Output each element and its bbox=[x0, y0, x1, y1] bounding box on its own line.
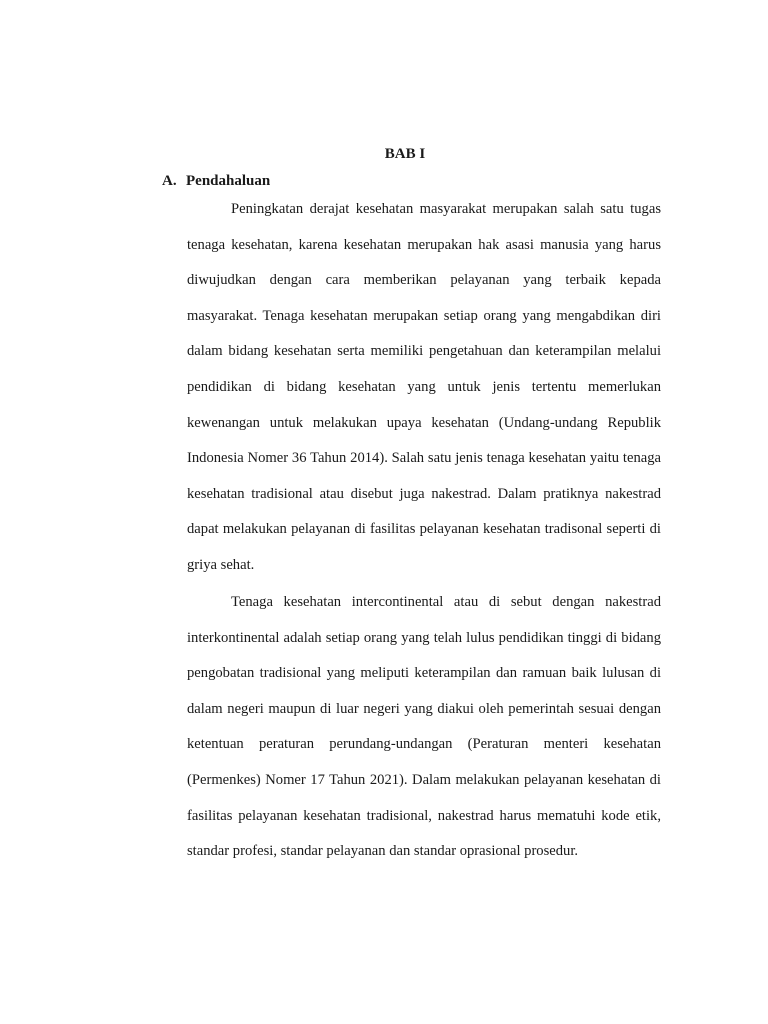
paragraph-2: Tenaga kesehatan intercontinental atau di sebut dengan nakestrad interkontinental adalah setiap orang yang telah lulus pendidikan tinggi di bidang pengobatan tradisional yang meliputi keterampilan dan ramuan baik lulusan di dalam negeri maupun di luar negeri yang diakui oleh pemerintah sesuai dengan ketentuan peraturan perundang-undangan (Peraturan menteri kesehatan (Permenkes) Nomer 17 Tahun 2021). Dalam melakukan pelayanan kesehatan di fasilitas pelayanan kesehatan tradisional, nakestrad harus mematuhi kode etik, standar profesi, standar pelayanan dan standar oprasional prosedur. bbox=[187, 594, 661, 860]
section-marker: A. bbox=[162, 173, 177, 189]
chapter-title: BAB I bbox=[384, 146, 426, 162]
section-title: Pendahaluan bbox=[186, 173, 271, 189]
section-heading bbox=[162, 173, 270, 190]
paragraph-1: Peningkatan derajat kesehatan masyarakat merupakan salah satu tugas tenaga kesehatan, karena kesehatan merupakan hak asasi manusia yang harus diwujudkan dengan cara memberikan pelayanan yang terbaik kepada masyarakat. Tenaga kesehatan merupakan setiap orang yang mengabdikan diri dalam bidang kesehatan serta memiliki pengetahuan dan keterampilan melalui pendidikan di bidang kesehatan yang untuk jenis tertentu memerlukan kewenangan untuk melakukan upaya kesehatan (Undang-undang Republik Indonesia Nomer 36 Tahun 2014). Salah satu jenis tenaga kesehatan yaitu tenaga kesehatan tradisional atau disebut juga nakestrad. Dalam pratiknya nakestrad dapat melakukan pelayanan di fasilitas pelayanan kesehatan tradisonal seperti di griya sehat. bbox=[187, 201, 661, 573]
